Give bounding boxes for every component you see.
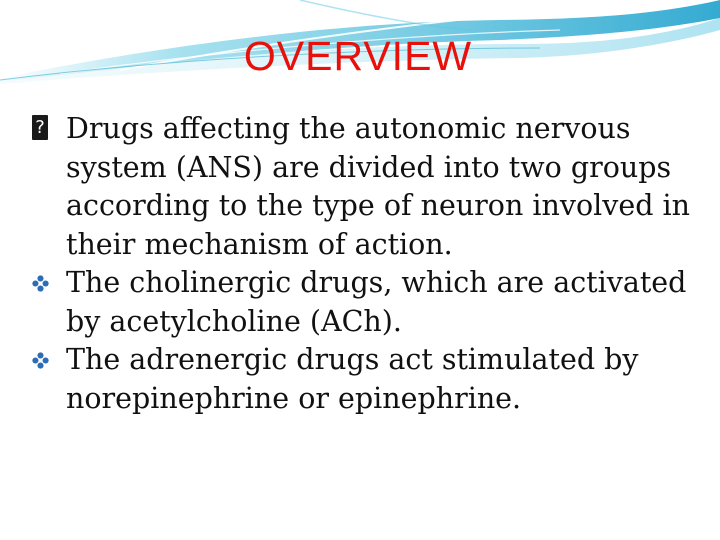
diamond-bullet-icon [32, 264, 66, 303]
slide-title: OVERVIEW [243, 33, 473, 79]
bullet-text: Drugs affecting the autonomic nervous system (ANS) are divided into two groups according to the type of neuron involved in their mechanism of action. [66, 112, 690, 261]
bullet-item [32, 110, 712, 264]
bullet-item [32, 264, 712, 341]
bullet-item [32, 341, 712, 418]
bullet-text: The adrenergic drugs act stimulated by norepinephrine or epinephrine. [66, 343, 639, 415]
diamond-bullet-icon [32, 341, 66, 380]
missing-glyph-icon [32, 110, 66, 149]
bullet-list [32, 110, 712, 418]
bullet-text: The cholinergic drugs, which are activated by acetylcholine (ACh). [66, 266, 687, 338]
